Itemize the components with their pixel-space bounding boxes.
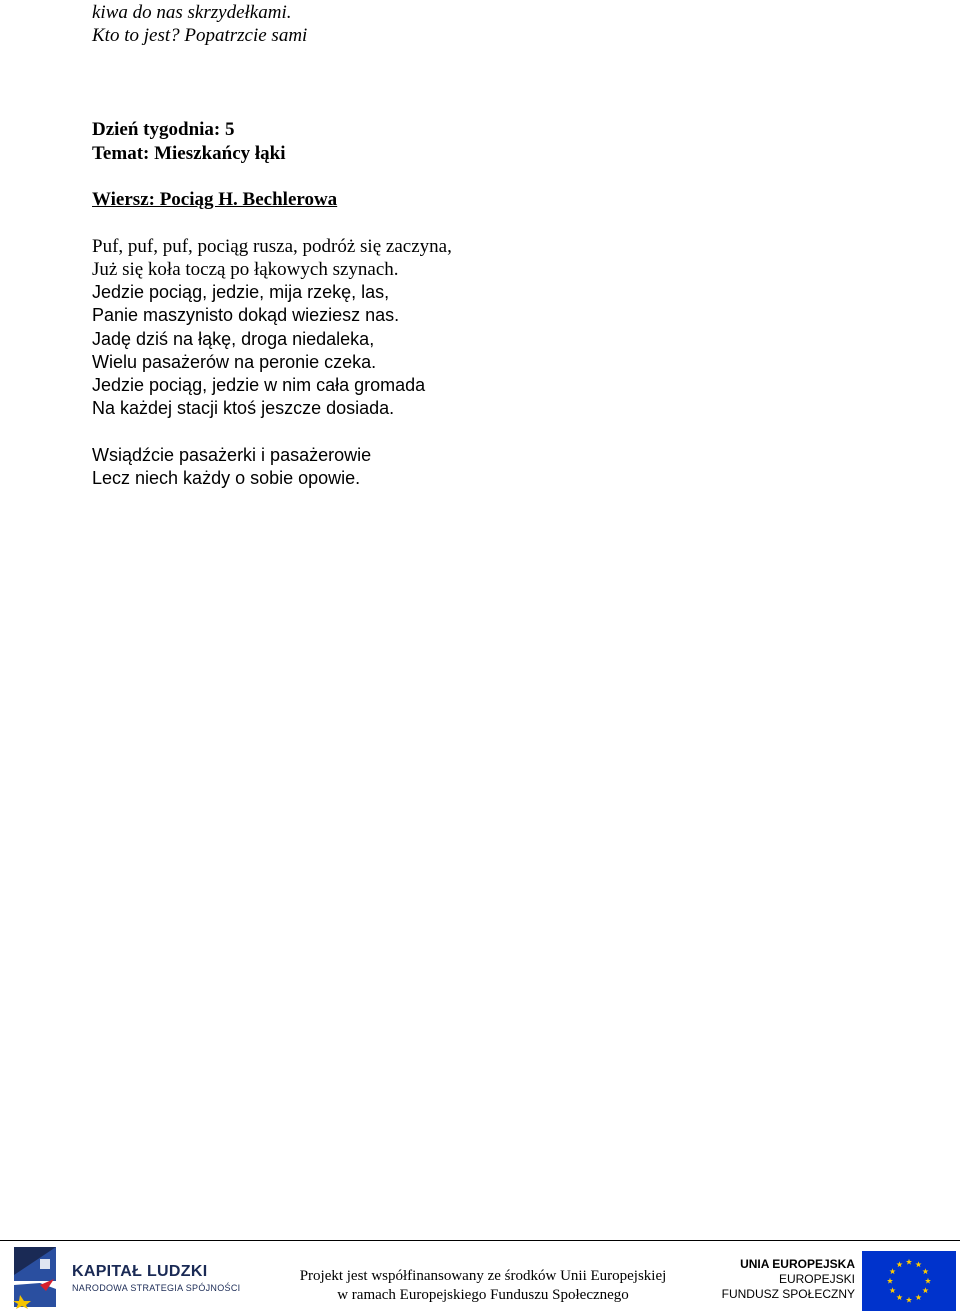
project-funding-note bbox=[268, 1267, 698, 1305]
closing-line: Wsiądźcie pasażerki i pasażerowie bbox=[92, 445, 372, 465]
day-of-week: Dzień tygodnia: 5 bbox=[92, 119, 235, 140]
poem-line: Już się koła toczą po łąkowych szynach. bbox=[92, 259, 399, 280]
kapital-ludzki-subtitle: NARODOWA STRATEGIA SPÓJNOŚCI bbox=[72, 1283, 241, 1293]
poem-line: Jedzie pociąg, jedzie, mija rzekę, las, bbox=[92, 282, 390, 302]
poem-title: Wiersz: Pociąg H. Bechlerowa bbox=[92, 189, 338, 210]
poem-line: Puf, puf, puf, pociąg rusza, podróż się zaczyna, bbox=[92, 236, 452, 257]
kapital-ludzki-logo bbox=[10, 1245, 245, 1311]
project-funding-line-2: w ramach Europejskiego Funduszu Społecznego bbox=[337, 1287, 629, 1303]
poem-line: Na każdej stacji ktoś jeszcze dosiada. bbox=[92, 398, 395, 418]
eu-flag-icon bbox=[862, 1251, 956, 1311]
footer-divider bbox=[0, 1240, 960, 1241]
project-funding-line-1: Projekt jest współfinansowany ze środków Unii Europejskiej bbox=[299, 1268, 667, 1284]
poem-line: Wielu pasażerów na peronie czeka. bbox=[92, 352, 377, 372]
eu-union-label: UNIA EUROPEJSKA bbox=[740, 1257, 855, 1271]
poem-line: Jadę dziś na łąkę, droga niedaleka, bbox=[92, 329, 375, 349]
kapital-ludzki-title: KAPITAŁ LUDZKI bbox=[72, 1263, 208, 1280]
poem-line: Panie maszynisto dokąd wieziesz nas. bbox=[92, 305, 400, 325]
eu-fund-line-3: FUNDUSZ SPOŁECZNY bbox=[721, 1287, 855, 1301]
intro-line-2: Kto to jest? Popatrzcie sami bbox=[92, 25, 308, 46]
topic: Temat: Mieszkańcy łąki bbox=[92, 143, 286, 164]
closing-line: Lecz niech każdy o sobie opowie. bbox=[92, 468, 361, 488]
intro-line-1: kiwa do nas skrzydełkami. bbox=[92, 2, 292, 23]
kapital-ludzki-emblem-icon bbox=[10, 1245, 60, 1309]
eu-fund-line-2: EUROPEJSKI bbox=[778, 1272, 855, 1286]
poem-line: Jedzie pociąg, jedzie w nim cała gromada bbox=[92, 375, 426, 395]
eu-fund-label bbox=[715, 1257, 855, 1302]
